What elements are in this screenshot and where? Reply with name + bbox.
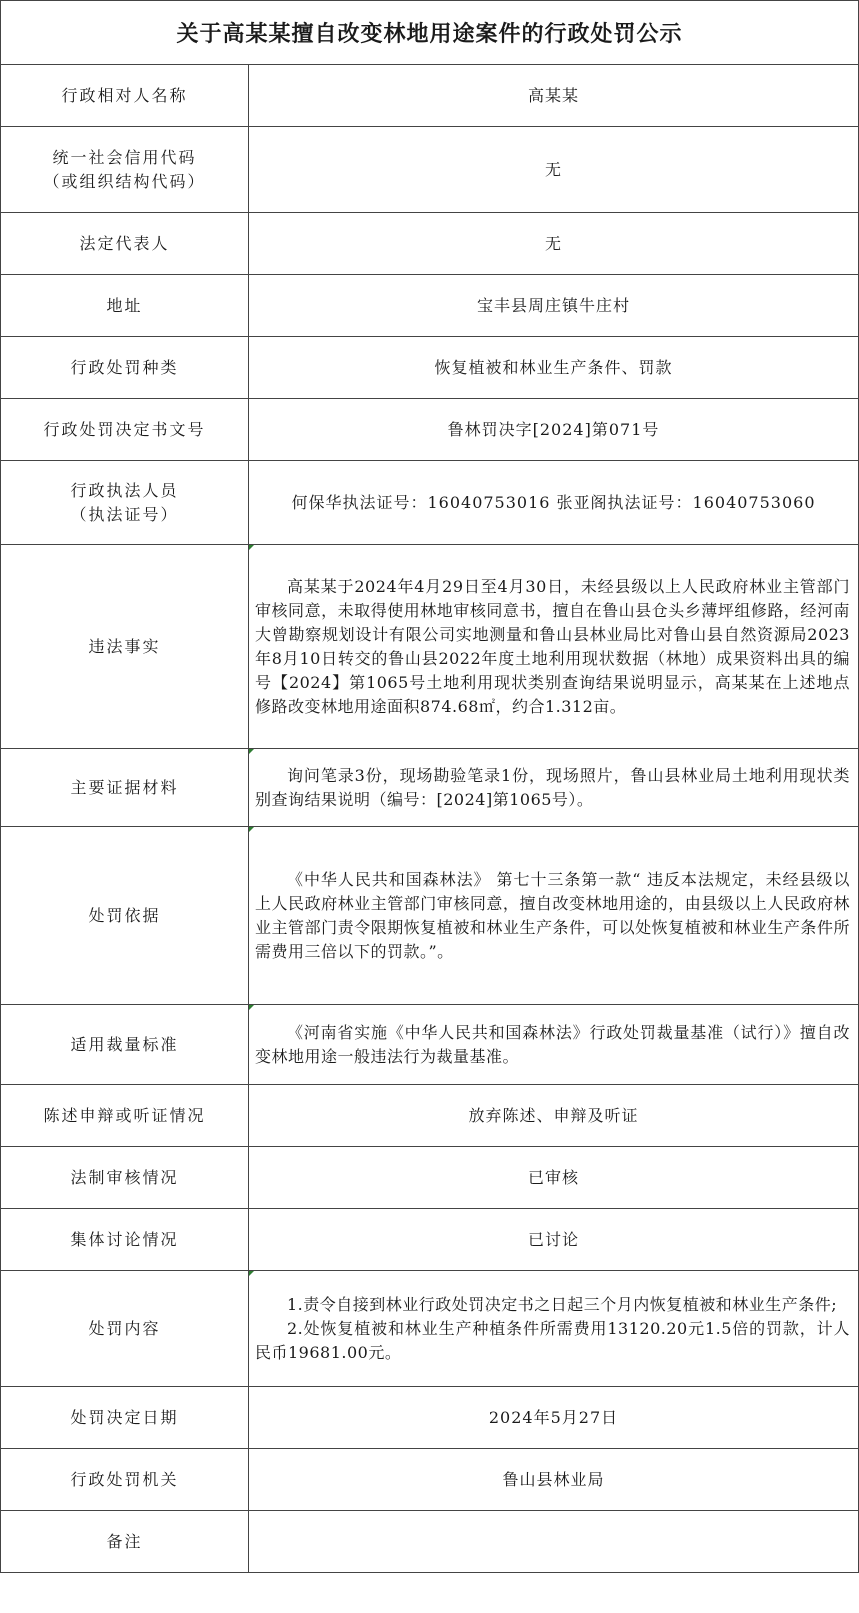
penalty-content-line: 2.处恢复植被和林业生产种植条件所需费用13120.20元1.5倍的罚款，计人民币19681.00元。 <box>255 1318 850 1362</box>
table-row <box>1 213 859 275</box>
row-value <box>249 749 859 827</box>
document-title: 关于高某某擅自改变林地用途案件的行政处罚公示 <box>0 0 859 64</box>
row-label: 违法事实 <box>1 545 249 749</box>
row-label: 处罚决定日期 <box>1 1387 249 1449</box>
row-label-line: （或组织结构代码） <box>43 171 206 191</box>
row-value: 已讨论 <box>249 1209 859 1271</box>
row-value: 鲁林罚决字[2024]第071号 <box>249 399 859 461</box>
row-value: 放弃陈述、申辩及听证 <box>249 1085 859 1147</box>
table-row <box>1 1209 859 1271</box>
row-value: 宝丰县周庄镇牛庄村 <box>249 275 859 337</box>
row-value <box>249 1005 859 1085</box>
row-value: 无 <box>249 213 859 275</box>
cell-marker <box>249 545 254 550</box>
row-label <box>1 127 249 213</box>
row-label: 行政处罚决定书文号 <box>1 399 249 461</box>
cell-marker <box>249 1271 254 1276</box>
row-label: 法制审核情况 <box>1 1147 249 1209</box>
cell-marker <box>249 1005 254 1010</box>
table-row <box>1 1387 859 1449</box>
row-value: 2024年5月27日 <box>249 1387 859 1449</box>
table-row <box>1 545 859 749</box>
discretion-standard-text: 《河南省实施《中华人民共和国森林法》行政处罚裁量基准（试行）》擅自改变林地用途一般违法行为裁量基准。 <box>255 1022 850 1066</box>
penalty-content-line: 1.责令自接到林业行政处罚决定书之日起三个月内恢复植被和林业生产条件; <box>287 1294 838 1314</box>
row-label: 处罚内容 <box>1 1271 249 1387</box>
row-label: 行政处罚机关 <box>1 1449 249 1511</box>
table-row <box>1 1147 859 1209</box>
penalty-details-table <box>0 64 859 1573</box>
table-row <box>1 1271 859 1387</box>
cell-marker <box>249 827 254 832</box>
row-value: 无 <box>249 127 859 213</box>
row-label-line: （执法证号） <box>70 504 179 524</box>
cell-marker <box>249 749 254 754</box>
row-label: 适用裁量标准 <box>1 1005 249 1085</box>
row-label: 行政相对人名称 <box>1 65 249 127</box>
row-label: 备注 <box>1 1511 249 1573</box>
row-value: 恢复植被和林业生产条件、罚款 <box>249 337 859 399</box>
table-row <box>1 337 859 399</box>
row-label: 主要证据材料 <box>1 749 249 827</box>
row-label: 行政处罚种类 <box>1 337 249 399</box>
row-label: 集体讨论情况 <box>1 1209 249 1271</box>
table-row <box>1 65 859 127</box>
table-row <box>1 827 859 1005</box>
table-row <box>1 1085 859 1147</box>
table-row <box>1 127 859 213</box>
table-row <box>1 461 859 545</box>
table-row <box>1 749 859 827</box>
row-label-line: 行政执法人员 <box>70 480 179 500</box>
violation-facts-text: 高某某于2024年4月29日至4月30日，未经县级以上人民政府林业主管部门审核同意，未取得使用林地审核同意书，擅自在鲁山县仓头乡薄坪组修路，经河南大曾勘察规划设计有限公司实地测量和鲁山县林业局比对鲁山县自然资源局2023年8月10日转交的鲁山县2022年度土地利用现状数据（林地）成果资料出具的编号【2024】第1065号土地利用现状类别查询结果说明显示，高某某在上述地点修路改变林地用途面积874.68㎡，约合1.312亩。 <box>255 576 850 716</box>
table-row <box>1 1511 859 1573</box>
row-label: 陈述申辩或听证情况 <box>1 1085 249 1147</box>
row-value <box>249 1511 859 1573</box>
row-value <box>249 827 859 1005</box>
row-value: 鲁山县林业局 <box>249 1449 859 1511</box>
table-row <box>1 1449 859 1511</box>
row-value <box>249 1271 859 1387</box>
table-row <box>1 275 859 337</box>
row-value: 已审核 <box>249 1147 859 1209</box>
row-label: 地址 <box>1 275 249 337</box>
row-label: 法定代表人 <box>1 213 249 275</box>
table-row <box>1 399 859 461</box>
penalty-basis-text: 《中华人民共和国森林法》 第七十三条第一款“ 违反本法规定，未经县级以上人民政府林业主管部门审核同意，擅自改变林地用途的，由县级以上人民政府林业主管部门责令限期恢复植被和林业生产条件，可以处恢复植被和林业生产条件所需费用三倍以下的罚款。”。 <box>255 869 850 961</box>
row-label-line: 统一社会信用代码 <box>52 147 197 167</box>
table-row <box>1 1005 859 1085</box>
row-value <box>249 545 859 749</box>
row-label: 处罚依据 <box>1 827 249 1005</box>
row-value: 何保华执法证号：16040753016 张亚阁执法证号：16040753060 <box>249 461 859 545</box>
row-label <box>1 461 249 545</box>
row-value: 高某某 <box>249 65 859 127</box>
evidence-text: 询问笔录3份，现场勘验笔录1份，现场照片，鲁山县林业局土地利用现状类别查询结果说明（编号：[2024]第1065号）。 <box>255 765 850 809</box>
